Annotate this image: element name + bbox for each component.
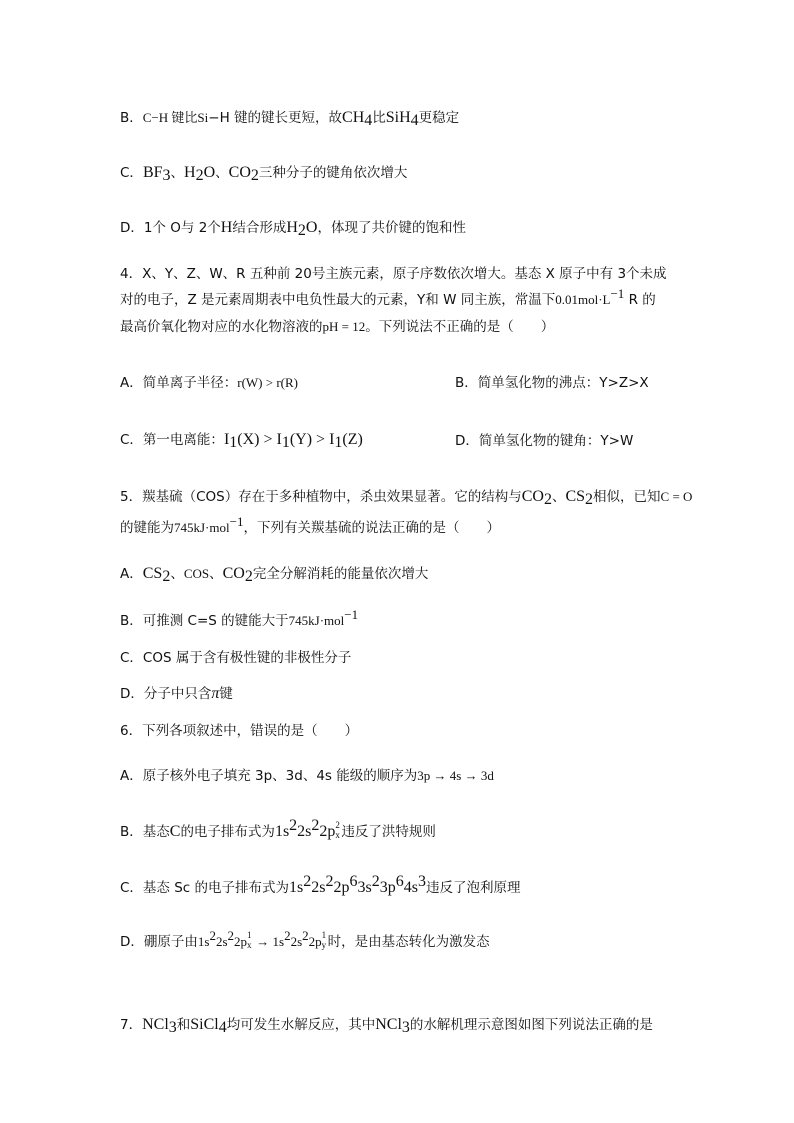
element-symbol: C (169, 823, 181, 840)
formula-cs2: CS (142, 565, 163, 582)
electron-config: 2s (311, 879, 326, 896)
text: 、 (551, 489, 566, 505)
energy-value: 745kJ·mol (288, 613, 345, 628)
text: 比 (372, 110, 386, 126)
superscript: 3 (417, 873, 426, 890)
formula: (X) > (237, 431, 277, 448)
q3-option-d (120, 218, 466, 238)
formula-ncl3: NCl (375, 1016, 402, 1033)
q5-stem-line-1 (120, 487, 692, 507)
ionization-symbol: I (223, 431, 230, 448)
text: 1个 O与 2个 (143, 220, 221, 236)
q6-option-d (120, 928, 490, 952)
electron-config: 1s (274, 823, 290, 840)
superscript: 6 (395, 873, 404, 890)
orbital-index (247, 930, 253, 950)
pi-symbol: π (211, 685, 220, 702)
q3-option-c (120, 163, 407, 183)
electron-config: 1s (197, 934, 210, 949)
text: A．简单离子半径： (120, 375, 238, 391)
option-label: D． (120, 220, 144, 236)
electron-config: 2p (234, 934, 248, 949)
subscript: x (335, 830, 340, 840)
q5-option-c: C．COS 属于含有极性键的非极性分子 (120, 650, 352, 666)
subscript: y (321, 940, 327, 950)
text: 的键能为 (120, 520, 174, 536)
text: 。下列说法不正确的是（ ） (365, 319, 555, 335)
text: 对的电子，Z 是元素周期表中电负性最大的元素，Y和 W 同主族，常温下 (120, 292, 556, 308)
subscript: 2 (195, 167, 204, 184)
formula-ch4: CH (342, 109, 365, 126)
q4-stem-line-2 (120, 286, 656, 310)
superscript: 1 (247, 930, 252, 940)
superscript: −1 (229, 514, 244, 529)
electron-config: 2s (290, 934, 303, 949)
superscript: 6 (349, 873, 358, 890)
q7-stem (120, 1015, 653, 1035)
electron-config: 2p (333, 879, 350, 896)
formula: 3p → 4s → 3d (417, 768, 494, 783)
superscript: 2 (302, 928, 309, 943)
text: 完全分解消耗的能量依次增大 (252, 566, 429, 582)
formula-sih4: SiH (385, 109, 411, 126)
text: 5．羰基硫（COS）存在于多种植物中，杀虫效果显著。它的结构与 (120, 489, 522, 505)
text: 和 (176, 1017, 191, 1033)
subscript: 1 (281, 434, 290, 451)
arrow: → (253, 934, 273, 949)
subscript: 1 (334, 434, 343, 451)
option-label: C． (120, 165, 143, 181)
text: 键 (219, 686, 233, 702)
text: −H 键的键长更短，故 (208, 110, 343, 126)
subscript: 2 (585, 491, 594, 508)
text: C−H 键比 (142, 110, 198, 125)
text: C．第一电离能： (120, 432, 224, 448)
superscript: 2 (227, 928, 235, 943)
subscript: 2 (543, 491, 552, 508)
formula-h2o: O (305, 219, 318, 236)
concentration: 0.01mol·L (555, 292, 611, 307)
subscript: 3 (401, 1019, 410, 1036)
superscript: −1 (610, 286, 625, 301)
superscript: 2 (371, 873, 380, 890)
q6-stem: 6．下列各项叙述中，错误的是（ ） (120, 723, 359, 739)
q6-option-b (120, 817, 436, 842)
subscript: 3 (162, 167, 171, 184)
q5-stem-line-2 (120, 514, 500, 538)
ionization-symbol: I (329, 431, 335, 448)
q5-option-b (120, 607, 359, 631)
text: D．分子中只含 (120, 686, 212, 702)
q4-stem-line-3 (120, 317, 554, 337)
formula-co2: CO (521, 488, 544, 505)
subscript: 4 (218, 1019, 227, 1036)
ionization-symbol: I (276, 431, 282, 448)
superscript: 2 (209, 928, 216, 943)
subscript: 1 (229, 434, 238, 451)
text: 结合形成 (232, 220, 287, 236)
subscript: x (247, 940, 252, 950)
superscript: 2 (289, 817, 298, 834)
text: 、 (209, 566, 223, 582)
formula-h: H (220, 219, 233, 236)
q5-option-a (120, 564, 428, 584)
text: 更稳定 (418, 110, 460, 126)
energy-value: 745kJ·mol (174, 520, 230, 535)
q6-option-a (120, 766, 494, 786)
text: C．基态 Sc 的电子排布式为 (120, 880, 290, 896)
orbital-index (335, 820, 341, 840)
superscript: 2 (284, 928, 291, 943)
formula-h2o: H (184, 164, 196, 181)
text: D．硼原子由 (120, 934, 198, 950)
electron-config: 2s (297, 823, 312, 840)
superscript: 1 (321, 930, 327, 940)
superscript: 2 (335, 820, 340, 830)
q4-option-d: D．简单氢化物的键角：Y>W (455, 433, 634, 449)
text: 均可发生水解反应，其中 (226, 1017, 376, 1033)
formula-sicl4: SiCl (190, 1016, 219, 1033)
formula-cs2: CS (565, 488, 586, 505)
electron-config: 2p (308, 934, 322, 949)
formula: Si (197, 110, 209, 125)
formula-h2o: O (203, 164, 216, 181)
q5-option-d (120, 684, 233, 704)
formula-cos: COS (183, 566, 210, 581)
text: 违反了泡利原理 (425, 880, 521, 896)
electron-config: 4s (403, 879, 418, 896)
text: 时，是由基态转化为激发态 (327, 934, 490, 950)
ph-value: pH = 12 (322, 319, 366, 334)
formula-co2: CO (228, 164, 251, 181)
q4-stem-line-1: 4．X、Y、Z、W、R 五种前 20号主族元素，原子序数依次增大。基态 X 原子中有 3个未成 (120, 266, 667, 282)
text: ，下列有关羰基硫的说法正确的是（ ） (243, 520, 500, 536)
electron-config: 2p (319, 823, 336, 840)
formula-bf3: BF (142, 164, 163, 181)
formula-co2: CO (222, 565, 245, 582)
electron-config: 3p (379, 879, 396, 896)
text: R 的 (624, 292, 656, 308)
subscript: 3 (168, 1019, 177, 1036)
subscript: 4 (364, 112, 373, 129)
orbital-index (321, 930, 328, 950)
subscript: 2 (162, 568, 171, 585)
text: B．基态 (120, 824, 170, 840)
text: 相似，已知 (593, 489, 661, 505)
q4-option-c (120, 430, 363, 450)
subscript: 4 (410, 112, 419, 129)
text: 的电子排布式为 (180, 824, 275, 840)
text: B．可推测 C=S 的键能大于 (120, 613, 289, 629)
text: 、 (170, 566, 184, 582)
text: 违反了洪特规则 (341, 824, 436, 840)
text: 最高价氧化物对应的水化物溶液的 (120, 319, 323, 335)
electron-config: 1s (272, 934, 285, 949)
formula: (Z) (342, 431, 363, 448)
formula-h2o: H (286, 219, 298, 236)
electron-config: 2s (215, 934, 228, 949)
bond-formula: C = O (660, 489, 693, 504)
superscript: 2 (311, 817, 320, 834)
text: 、 (215, 165, 229, 181)
formula: (Y) > (289, 431, 330, 448)
q4-option-a (120, 373, 298, 393)
text: 7． (120, 1017, 143, 1033)
text: ，体现了共价键的饱和性 (317, 220, 466, 236)
formula: r(W) > r(R) (237, 375, 298, 390)
superscript: −1 (344, 607, 359, 622)
text: 、 (170, 165, 185, 181)
formula-ncl3: NCl (142, 1016, 169, 1033)
subscript: 2 (244, 568, 253, 585)
option-label: B． (120, 110, 143, 126)
text: 的水解机理示意图如图下列说法正确的是 (409, 1017, 653, 1033)
superscript: 2 (325, 873, 334, 890)
subscript: 2 (250, 167, 259, 184)
text: A．原子核外电子填充 3p、3d、4s 能级的顺序为 (120, 768, 418, 784)
subscript: 2 (297, 222, 306, 239)
q4-option-b: B．简单氢化物的沸点：Y>Z>X (455, 375, 649, 391)
superscript: 2 (303, 873, 312, 890)
electron-config: 3s (357, 879, 372, 896)
text: 三种分子的键角依次增大 (258, 165, 408, 181)
q6-option-c (120, 873, 521, 898)
q3-option-b (120, 108, 459, 128)
electron-config: 1s (289, 879, 304, 896)
option-label: A． (120, 566, 143, 582)
